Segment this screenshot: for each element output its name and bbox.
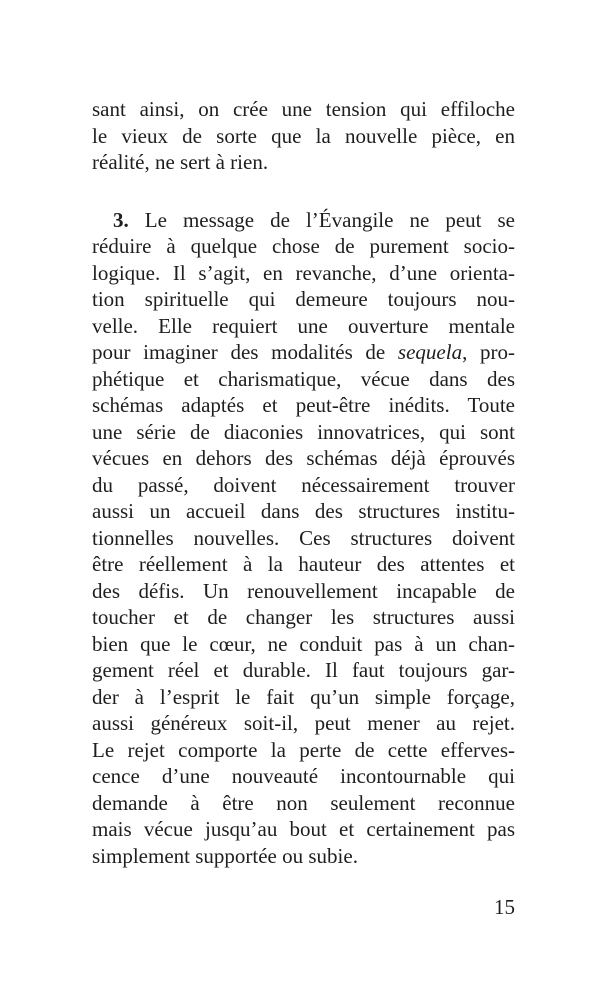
text-segment: une série de diaconies innovatrices, qui sont [92, 419, 515, 444]
text-line [92, 260, 515, 287]
text-line [92, 710, 515, 737]
text-segment: réalité, ne sert à rien. [92, 150, 269, 174]
text-line [92, 233, 515, 260]
text-line [92, 366, 515, 393]
page-number: 15 [494, 895, 515, 919]
text-line [92, 604, 515, 631]
text-segment: du passé, doivent nécessairement trouver [92, 472, 515, 497]
text-line [92, 339, 515, 366]
text-segment: schémas adaptés et peut-être inédits. Toute [92, 393, 515, 417]
text-segment: gement réel et durable. Il faut toujours gar- [92, 658, 515, 682]
text-segment: vécues en dehors des schémas déjà éprouvés [92, 446, 515, 470]
text-line [92, 96, 515, 123]
text-segment: le vieux de sorte que la nouvelle pièce, en [92, 123, 515, 148]
text-line [92, 551, 515, 578]
section-number: 3. [113, 207, 129, 232]
text-line [92, 737, 515, 764]
text-block [92, 96, 515, 869]
text-line [92, 525, 515, 552]
paragraph [92, 207, 515, 870]
text-segment: velle. Elle requiert une ouverture mentale [92, 313, 515, 338]
text-line [92, 313, 515, 340]
text-segment: simplement supportée ou subie. [92, 843, 358, 868]
text-line [92, 445, 515, 472]
text-line [92, 419, 515, 446]
text-line [92, 763, 515, 790]
paragraph [92, 96, 515, 176]
text-line [92, 578, 515, 605]
text-segment: aussi un accueil dans des structures institu- [92, 499, 515, 523]
text-segment: logique. Il s’agit, en revanche, d’une orienta- [92, 260, 515, 285]
text-line [92, 472, 515, 499]
text-line [92, 123, 515, 150]
text-segment: sant ainsi, on crée une tension qui effiloche [92, 97, 515, 121]
text-segment: tionnelles nouvelles. Ces structures doivent [92, 525, 515, 550]
text-segment: bien que le cœur, ne conduit pas à un chan- [92, 631, 515, 656]
text-segment: cence d’une nouveauté incontournable qui [92, 764, 515, 788]
text-segment: , pro- [462, 340, 515, 364]
text-line [92, 657, 515, 684]
text-segment: être réellement à la hauteur des attentes et [92, 552, 515, 576]
text-line [92, 286, 515, 313]
text-segment: Le message de l’Évangile ne peut se [128, 207, 515, 232]
text-line [92, 816, 515, 843]
text-segment: mais vécue jusqu’au bout et certainement pas [92, 817, 515, 841]
italic-term: sequela [397, 340, 463, 364]
text-line [92, 790, 515, 817]
text-segment: aussi généreux soit-il, peut mener au rejet. [92, 711, 515, 735]
text-line [92, 498, 515, 525]
text-segment: demande à être non seulement reconnue [92, 790, 515, 815]
text-segment: tion spirituelle qui demeure toujours nou- [92, 287, 515, 311]
text-segment: phétique et charismatique, vécue dans des [92, 366, 515, 391]
text-segment: toucher et de changer les structures aussi [92, 605, 515, 629]
text-line [92, 149, 515, 176]
text-segment: pour imaginer des modalités de [92, 340, 398, 364]
text-segment: Le rejet comporte la perte de cette efferves- [92, 737, 515, 762]
text-segment: des défis. Un renouvellement incapable de [92, 578, 515, 603]
text-segment: der à l’esprit le fait qu’un simple forçage, [92, 684, 515, 709]
text-line [92, 843, 515, 870]
text-line [92, 392, 515, 419]
text-segment: réduire à quelque chose de purement socio- [92, 234, 515, 258]
text-line [92, 631, 515, 658]
text-line [92, 207, 515, 234]
text-line [92, 684, 515, 711]
